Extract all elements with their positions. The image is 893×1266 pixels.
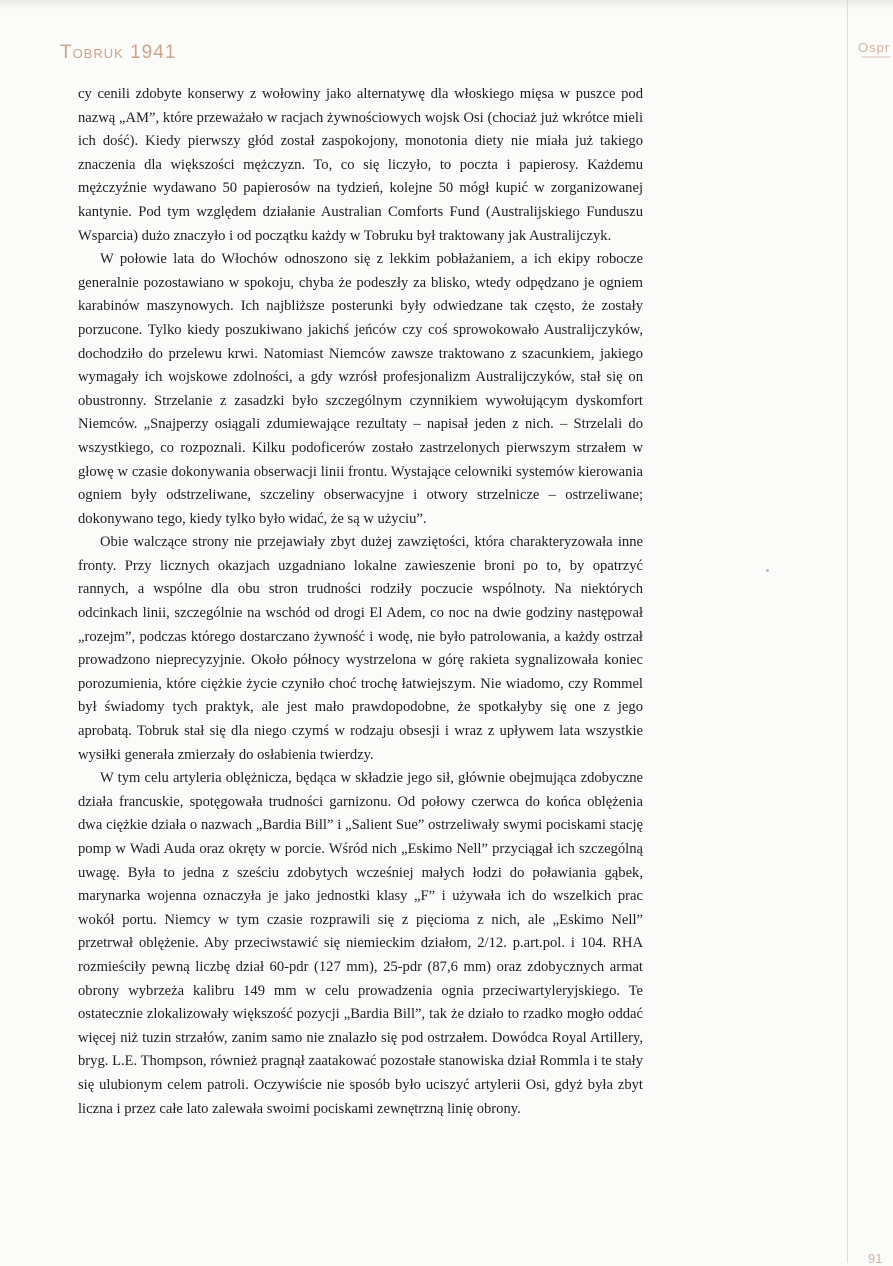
running-head-title: Tobruk 1941 [60,42,177,63]
paragraph-continued: cy cenili zdobyte konserwy z wołowiny jako alternatywę dla włoskiego mięsa w puszce pod nazwą „AM”, które przeważało w racjach żywnościowych wojsk Osi (chociaż już wkrótce mieli ich dość). Kiedy pierwszy głód został zaspokojony, monotonia diety nie miała już takiego znaczenia dla większości mężczyzn. To, co się liczyło, to poczta i papierosy. Każdemu mężczyźnie wydawano 50 papierosów na tydzień, kolejne 50 mógł kupić w zorganizowanej kantynie. Pod tym względem działanie Australian Comforts Fund (Australijskiego Funduszu Wsparcia) dużo znaczyło i od początku każdy w Tobruku był traktowany jak Australijczyk. [78,86,643,244]
page-number-fragment: 91 [868,1251,883,1266]
body-text [78,83,643,1121]
adjacent-page-header-fragment: Ospr [858,40,891,55]
adjacent-page-subheader-fragment [862,56,890,58]
page-fold-line [847,0,848,1263]
paragraph: W tym celu artyleria oblężnicza, będąca w składzie jego sił, głównie obejmująca zdobyczne działa francuskie, spotęgowała trudności garnizonu. Od połowy czerwca do końca oblężenia dwa ciężkie działa o nazwach „Bardia Bill” i „Salient Sue” ostrzeliwały swymi pociskami stację pomp w Wadi Auda oraz okręty w porcie. Wśród nich „Eskimo Nell” przyciągał ich szczególną uwagę. Była to jedna z sześciu zdobytych wcześniej małych łodzi do poławiania gąbek, marynarka wojenna oznaczyła je jako jednostki klasy „F” i używała ich do wszelkich prac wokół portu. Niemcy w tym czasie rozprawili się z pięcioma z nich, ale „Eskimo Nell” przetrwał oblężenie. Aby przeciwstawić się niemieckim działom, 2/12. p.art.pol. i 104. RHA rozmieściły pewną liczbę dział 60-pdr (127 mm), 25-pdr (87,6 mm) oraz zdobycznych armat obrony wybrzeża kalibru 149 mm w celu prowadzenia ognia przeciwartyleryjskiego. Te ostatecznie zlokalizowały większość pozycji „Bardia Bill”, tak że działo to rzadko mogło oddać więcej niż tuzin strzałów, zanim samo nie znalazło się pod ostrzałem. Dowódca Royal Artillery, bryg. L.E. Thompson, również pragnął zaatakować pozostałe stanowiska dział Rommla i te stały się ulubionym celem patroli. Oczywiście nie sposób było uciszyć artylerii Osi, gdyż była zbyt liczna i przez całe lato zalewała swoimi pociskami zewnętrzną linię obrony. [78,770,643,1117]
scan-edge-shadow [0,0,893,10]
paragraph: Obie walczące strony nie przejawiały zbyt dużej zawziętości, która charakteryzowała inne fronty. Przy licznych okazjach uzgadniano lokalne zawieszenie broni po to, by opatrzyć rannych, a wspólne dla obu stron trudności rodziły poczucie wspólnoty. Na niektórych odcinkach linii, szczególnie na wschód od drogi El Adem, co noc na dwie godziny następował „rozejm”, podczas którego dostarczano żywność i wodę, nie było patrolowania, a każdy ostrzał prowadzono nieprecyzyjnie. Około północy wystrzelona w górę rakieta sygnalizowała koniec porozumienia, które ciężkie życie czyniło choć trochę łatwiejszym. Nie wiadomo, czy Rommel był świadomy tych praktyk, ale jest mało prawdopodobne, że spotkałyby się one z jego aprobatą. Tobruk stał się dla niego czymś w rodzaju obsesji i wraz z upływem lata wszystkie wysiłki generała zmierzały do osłabienia twierdzy. [78,534,643,763]
scan-speck [766,569,769,572]
paragraph: W połowie lata do Włochów odnoszono się z lekkim pobłażaniem, a ich ekipy robocze generalnie pozostawiano w spokoju, chyba że podeszły za blisko, wtedy odpędzano je ogniem karabinów maszynowych. Ich najbliższe posterunki były odwiedzane tak często, że zostały porzucone. Tylko kiedy poszukiwano jakichś jeńców czy coś sprowokowało Australijczyków, dochodziło do przelewu krwi. Natomiast Niemców zawsze traktowano z szacunkiem, jakiego wymagały ich wojskowe zdolności, a gdy wzrósł profesjonalizm Australijczyków, stał się on obustronny. Strzelanie z zasadzki było szczególnym czynnikiem wywołującym dyskomfort Niemców. „Snajperzy osiągali zdumiewające rezultaty – napisał jeden z nich. – Strzelali do wszystkiego, co rozpoznali. Kilku podoficerów zostało zastrzelonych pierwszym strzałem w głowę w czasie dokonywania obserwacji linii frontu. Wystające celowniki systemów kierowania ogniem były odstrzeliwane, szczeliny obserwacyjne i otwory strzelnicze – ostrzeliwane; dokonywano tego, kiedy tylko było widać, że są w użyciu”. [78,251,643,527]
